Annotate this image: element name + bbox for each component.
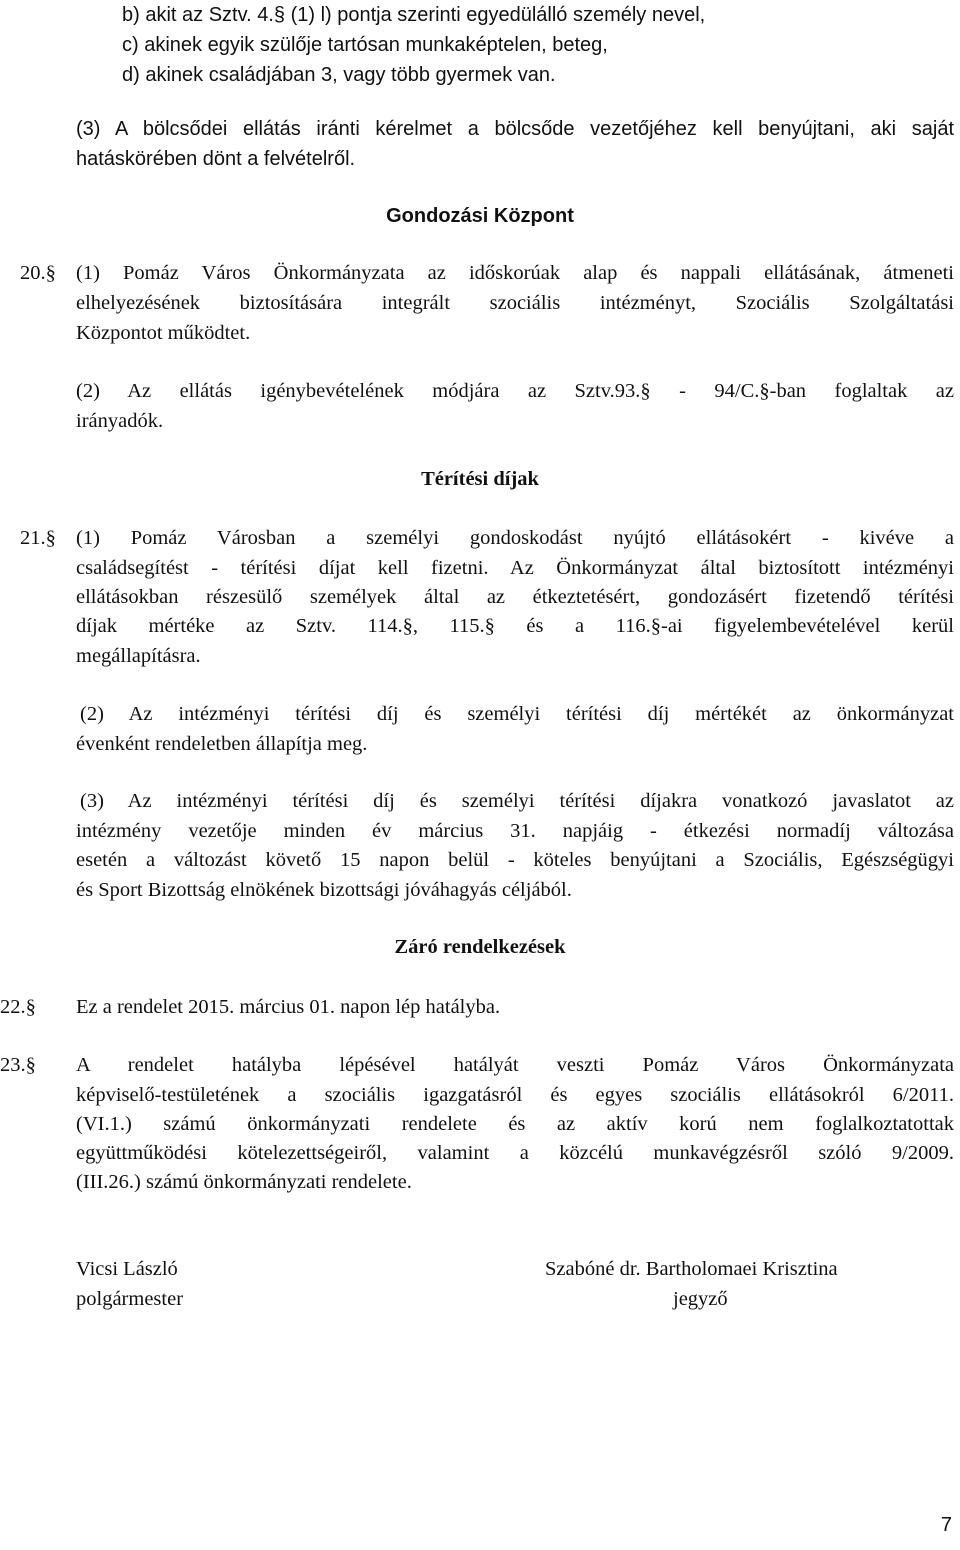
section-21-para-2-line-1: (2) Az intézményi térítési díj és személyi térítési díj mértékét az önkormányzat <box>80 703 954 725</box>
section-20-line-2: elhelyezésének biztosítására integrált szociális intézményt, Szociális Szolgáltatási <box>76 292 954 314</box>
signature-left-title: polgármester <box>76 1288 184 1310</box>
section-23-line-1: A rendelet hatályba lépésével hatályát veszti Pomáz Város Önkormányzata <box>76 1054 954 1076</box>
section-21-line-2: családsegítést - térítési díjat kell fizetni. Az Önkormányzat által biztosított intézményi <box>76 557 954 579</box>
section-heading-gondozasi-kozpont: Gondozási Központ <box>386 205 574 227</box>
section-number-23: 23.§ <box>0 1054 36 1076</box>
section-21-para-3-line-2: intézmény vezetője minden év március 31. napjáig - étkezési normadíj változása <box>76 820 954 842</box>
section-23-line-4: együttműködési kötelezettségeiről, valamint a közcélú munkavégzésről szóló 9/2009. <box>76 1142 954 1164</box>
section-23-line-5: (III.26.) számú önkormányzati rendelete. <box>76 1171 412 1193</box>
paragraph-3-line-1: (3) A bölcsődei ellátás iránti kérelmet a bölcsőde vezetőjéhez kell benyújtani, aki saját <box>76 118 954 140</box>
section-heading-zaro-rendelkezesek: Záró rendelkezések <box>394 936 566 958</box>
list-item-d: d) akinek családjában 3, vagy több gyermek van. <box>122 64 556 86</box>
list-item-b: b) akit az Sztv. 4.§ (1) l) pontja szerinti egyedülálló személy nevel, <box>122 4 706 26</box>
section-21-line-4: díjak mértéke az Sztv. 114.§, 115.§ és a 116.§-ai figyelembevételével kerül <box>76 615 954 637</box>
section-22-text: Ez a rendelet 2015. március 01. napon lép hatályba. <box>76 996 501 1018</box>
section-21-para-2-line-2: évenként rendeletben állapítja meg. <box>76 733 368 755</box>
section-20-line-1: (1) Pomáz Város Önkormányzata az időskorúak alap és nappali ellátásának, átmeneti <box>76 262 954 284</box>
section-21-line-5: megállapításra. <box>76 645 201 667</box>
section-20-para-2-line-2: irányadók. <box>76 410 164 432</box>
list-item-c: c) akinek egyik szülője tartósan munkaképtelen, beteg, <box>122 34 608 56</box>
paragraph-3-line-2: hatáskörében dönt a felvételről. <box>76 148 356 170</box>
section-number-20: 20.§ <box>20 262 56 284</box>
section-21-line-1: (1) Pomáz Városban a személyi gondoskodást nyújtó ellátásokért - kivéve a <box>76 527 954 549</box>
section-21-line-3: ellátásokban részesülő személyek által az étkeztetésért, gondozásért fizetendő térítési <box>76 586 954 608</box>
signature-right-name: Szabóné dr. Bartholomaei Krisztina <box>545 1258 838 1280</box>
section-20-para-2-line-1: (2) Az ellátás igénybevételének módjára az Sztv.93.§ - 94/C.§-ban foglaltak az <box>76 380 954 402</box>
section-23-line-3: (VI.1.) számú önkormányzati rendelete és az aktív korú nem foglalkoztatottak <box>76 1113 954 1135</box>
section-21-para-3-line-1: (3) Az intézményi térítési díj és személyi térítési díjakra vonatkozó javaslatot az <box>80 790 954 812</box>
signature-right-title: jegyző <box>673 1288 728 1310</box>
page-number: 7 <box>940 1514 952 1536</box>
section-21-para-3-line-4: és Sport Bizottság elnökének bizottsági jóváhagyás céljából. <box>76 879 572 901</box>
signature-left-name: Vicsi László <box>76 1258 178 1280</box>
section-23-line-2: képviselő-testületének a szociális igazgatásról és egyes szociális ellátásokról 6/2011. <box>76 1084 954 1106</box>
section-number-21: 21.§ <box>20 527 56 549</box>
section-number-22: 22.§ <box>0 996 36 1018</box>
section-20-line-3: Központot működtet. <box>76 322 251 344</box>
section-21-para-3-line-3: esetén a változást követő 15 napon belül - köteles benyújtani a Szociális, Egészségügyi <box>76 849 954 871</box>
section-heading-teritesi-dijak: Térítési díjak <box>421 468 539 490</box>
